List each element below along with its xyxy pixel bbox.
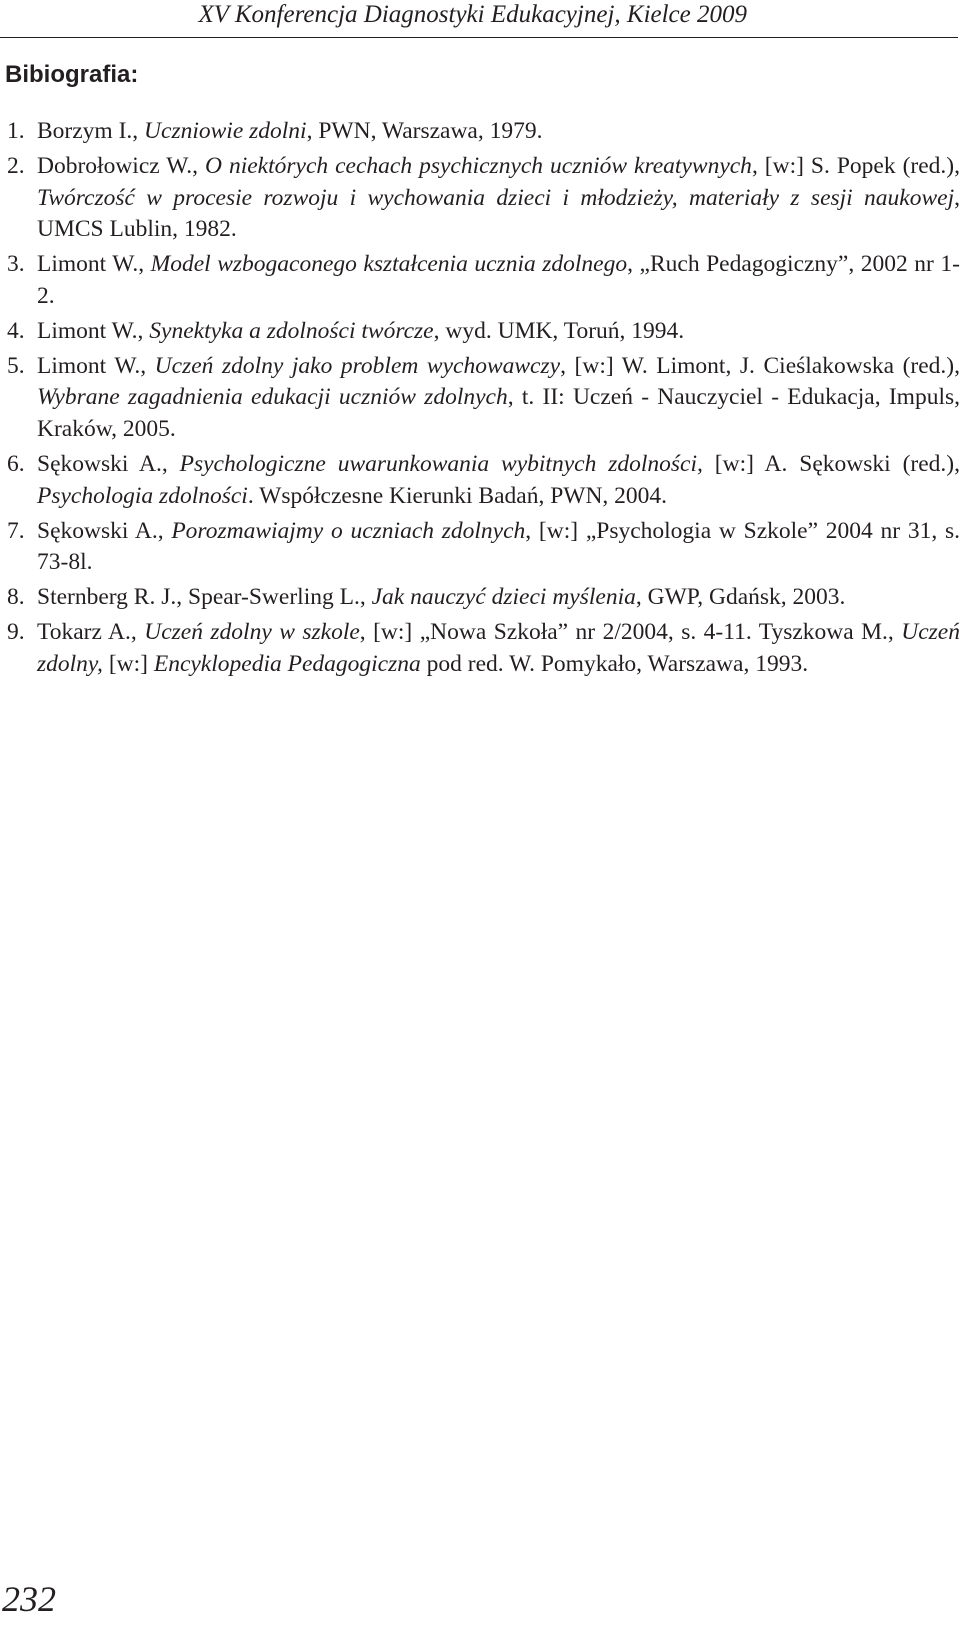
citation-text: , [w:] W. Limont, J. Cieślakowska (red.), xyxy=(560,352,960,379)
citation-title-italic: Psychologiczne uwarunkowania wybitnych zdolności, xyxy=(179,450,703,477)
citation-title-italic: Uczeń zdolny jako problem wychowawczy xyxy=(154,352,561,379)
citation-text: , PWN, Warszawa, 1979. xyxy=(306,118,543,144)
bibliography-item xyxy=(0,582,960,614)
citation-text: Limont W., xyxy=(37,352,155,379)
citation-text: . Współczesne Kierunki Badań, PWN, 2004. xyxy=(247,482,668,509)
citation-text: Limont W., xyxy=(37,251,151,278)
citation-title-italic: Twórczość w procesie rozwoju i wychowania dzieci i młodzieży, materiały z sesji naukowej xyxy=(37,184,955,211)
citation-text: Limont W., xyxy=(37,317,150,344)
citation-text: , [w:] S. Popek (red.), xyxy=(751,152,960,179)
citation-text: Dobrołowicz W., xyxy=(37,152,206,179)
citation-title-italic: Uczniowie zdolni xyxy=(144,118,307,144)
bibliography-item xyxy=(0,151,960,246)
bibliography-item xyxy=(0,617,960,681)
citation-title-italic: Jak nauczyć dzieci myślenia xyxy=(371,584,636,611)
citation-text: Borzym I., xyxy=(37,118,145,144)
citation-title-italic: Encyklopedia Pedagogiczna xyxy=(153,650,421,677)
citation-text: [w:] xyxy=(102,650,154,677)
bibliography-item-number: 5. xyxy=(7,352,25,379)
citation-title-italic: Uczeń zdolny w szkole xyxy=(144,618,360,645)
bibliography-item-text xyxy=(37,153,960,243)
bibliography-item-text xyxy=(37,584,845,610)
bibliography-item-number: 2. xyxy=(7,152,25,179)
citation-text: , GWP, Gdańsk, 2003. xyxy=(635,584,846,611)
bibliography-item-number: 7. xyxy=(7,517,25,544)
page-number: 232 xyxy=(2,1579,56,1619)
bibliography-item-text xyxy=(37,251,960,309)
citation-text: , t. II: Uczeń - Nauczyciel - Edukacja, Impuls, Kraków, 2005. xyxy=(37,384,960,443)
citation-text: , [w:] „Nowa Szkoła” nr 2/2004, s. 4-11. Tyszkowa M., xyxy=(359,618,902,645)
running-header: XV Konferencja Diagnostyki Edukacyjnej, Kielce 2009 xyxy=(198,1,747,28)
bibliography-item-text xyxy=(37,318,684,344)
citation-text: [w:] A. Sękowski (red.), xyxy=(702,450,960,477)
citation-text: Sękowski A., xyxy=(37,450,180,477)
bibliography-item-text xyxy=(37,518,960,576)
bibliography-item-number: 8. xyxy=(7,584,25,611)
citation-text: , UMCS Lublin, 1982. xyxy=(37,184,960,243)
bibliography-item-text xyxy=(37,118,542,144)
bibliography-item-number: 9. xyxy=(7,618,25,645)
bibliography-list xyxy=(0,116,960,684)
bibliography-item-number: 1. xyxy=(7,118,25,144)
citation-text: Sękowski A., xyxy=(37,517,172,544)
bibliography-item xyxy=(0,449,960,513)
bibliography-item-number: 6. xyxy=(7,450,25,477)
bibliography-item-text xyxy=(37,451,960,509)
citation-text: Tokarz A., xyxy=(37,618,145,645)
bibliography-item xyxy=(0,116,960,148)
section-title: Bibiografia: xyxy=(5,61,139,88)
bibliography-item-text xyxy=(37,619,960,677)
citation-text: Sternberg R. J., Spear-Swerling L., xyxy=(37,584,372,611)
citation-title-italic: Porozmawiajmy o uczniach zdolnych xyxy=(171,517,526,544)
citation-text: , wyd. UMK, Toruń, 1994. xyxy=(433,317,685,344)
citation-text: , „Ruch Pedagogiczny”, 2002 nr 1-2. xyxy=(37,251,960,309)
bibliography-item-text xyxy=(37,353,960,443)
citation-title-italic: Wybrane zagadnienia edukacji uczniów zdolnych xyxy=(37,384,508,411)
citation-text: pod red. W. Pomykało, Warszawa, 1993. xyxy=(420,650,809,677)
bibliography-item-number: 4. xyxy=(7,317,25,344)
citation-text: , [w:] „Psychologia w Szkole” 2004 nr 31, s. 73-8l. xyxy=(37,517,960,576)
citation-title-italic: Model wzbogaconego kształcenia ucznia zdolnego xyxy=(150,251,628,278)
bibliography-item xyxy=(0,516,960,580)
bibliography-item-number: 3. xyxy=(7,251,25,278)
bibliography-item xyxy=(0,249,960,313)
citation-title-italic: Synektyka a zdolności twórcze xyxy=(149,317,434,344)
citation-title-italic: Uczeń zdolny, xyxy=(37,618,960,677)
bibliography-item xyxy=(0,316,960,348)
citation-title-italic: O niektórych cechach psychicznych uczniów kreatywnych xyxy=(205,152,752,179)
bibliography-item xyxy=(0,351,960,446)
citation-title-italic: Psychologia zdolności xyxy=(37,482,248,509)
header-rule xyxy=(0,37,958,38)
